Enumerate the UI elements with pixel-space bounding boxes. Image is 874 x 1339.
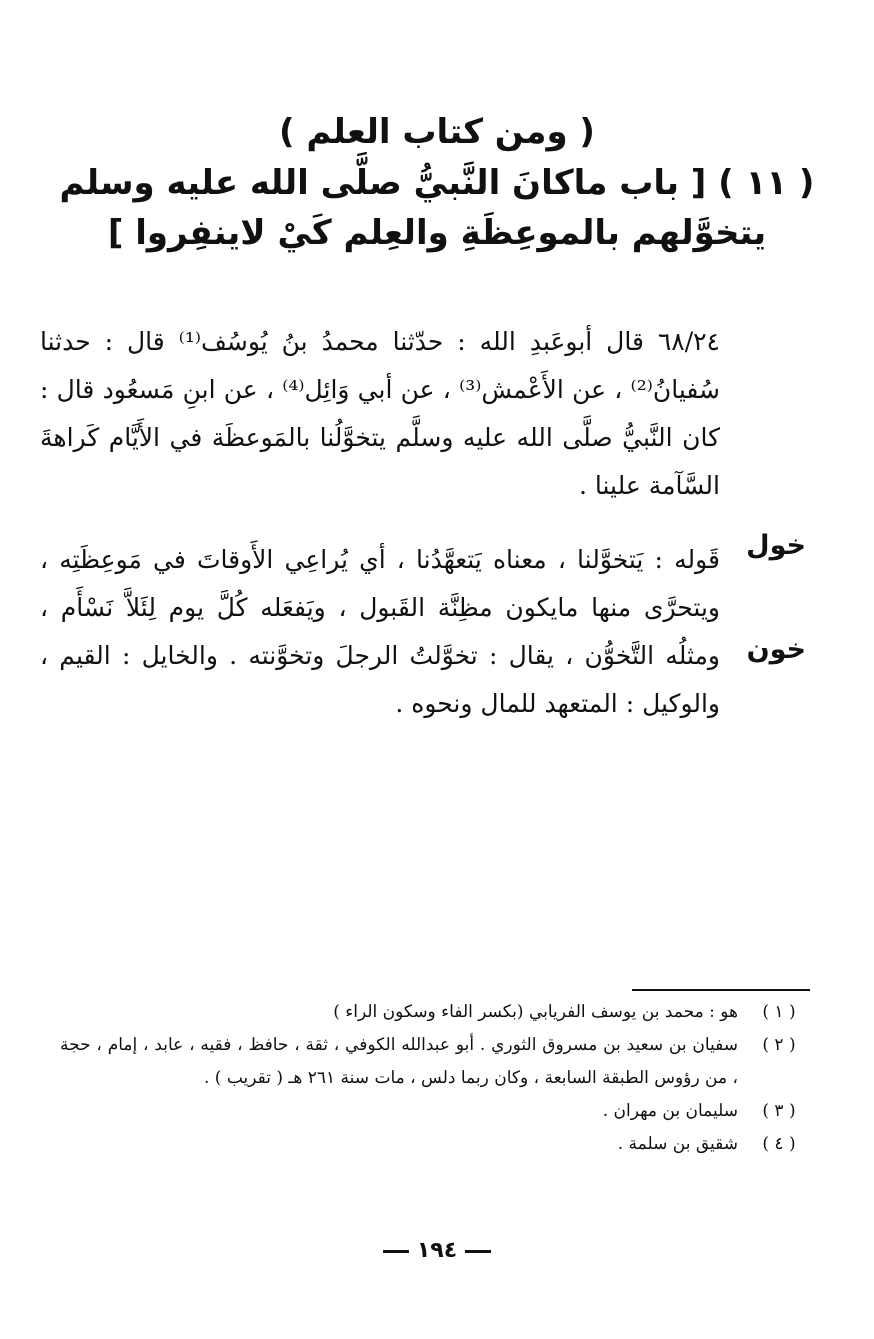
footnote-number: ( ١ ) xyxy=(762,1002,796,1022)
footnote xyxy=(60,1029,810,1095)
hadith-text: ٦٨/٢٤ قال أبوعَبدِ الله : حدّثنا محمدُ بنُ يُوسُف⁽¹⁾ قال : حدثنا سُفيانُ⁽²⁾ ، عن الأَعْمش⁽³⁾ ، عن أبي وَائِل⁽⁴⁾ ، عن ابنِ مَسعُود قال : كان النَّبيُّ صلَّى الله عليه وسلَّم يتخوَّلُنا بالمَوعظَة في الأَيَّام كَراهةَ السَّآمة علينا . xyxy=(40,327,720,500)
section-heading: ( ومن كتاب العلم ) xyxy=(279,112,595,152)
footnote xyxy=(60,1128,810,1161)
commentary-text: قَوله : يَتخوَّلنا ، معناه يَتعهَّدُنا ، أي يُراعِي الأَوقاتَ في مَوعِظَتِه ، ويتحرَّى منها مايكون مظِنَّة القَبول ، ويَفعَله كُلَّ يوم لِئَلاَّ نَسْأَم ، ومثلُه التَّخوُّن ، يقال : تخوَّلتُ الرجلَ وتخوَّنته . والخايل : القيم ، والوكيل : المتعهد للمال ونحوه . xyxy=(40,545,720,718)
footnote-number: ( ٣ ) xyxy=(762,1101,796,1121)
footnote xyxy=(60,1095,810,1128)
chapter-heading xyxy=(30,158,844,258)
page-number-dash xyxy=(383,1250,409,1253)
footnote-text: سفيان بن سعيد بن مسروق الثوري . أبو عبدالله الكوفي ، ثقة ، حافظ ، فقيه ، عابد ، إمام ، حجة ، من رؤوس الطبقة السابعة ، وكان ربما دلس ، مات سنة ٢٦١ هـ ( تقريب ) . xyxy=(60,1035,738,1088)
page-number-value: ١٩٤ xyxy=(416,1238,458,1263)
footnote-text: هو : محمد بن يوسف الفريابي (بكسر الفاء وسكون الراء ) xyxy=(333,1002,738,1022)
footnote xyxy=(60,996,810,1029)
margin-keyword-khwn: خون xyxy=(746,634,806,665)
commentary-paragraph xyxy=(40,536,720,728)
footnote-text: سليمان بن مهران . xyxy=(602,1101,738,1121)
chapter-heading-line-1: ( ١١ ) [ باب ماكانَ النَّبيُّ صلَّى الله عليه وسلم xyxy=(59,163,815,203)
footnote-text: شقيق بن سلمة . xyxy=(617,1134,738,1154)
footnote-number: ( ٢ ) xyxy=(762,1035,796,1055)
footnote-number: ( ٤ ) xyxy=(762,1134,796,1154)
footnote-separator xyxy=(632,989,810,991)
page-number xyxy=(0,1238,874,1263)
footnotes xyxy=(60,996,810,1161)
page-number-dash xyxy=(465,1250,491,1253)
chapter-heading-line-2: يتخوَّلهم بالموعِظَةِ والعِلم كَيْ لاينفِروا ] xyxy=(107,213,767,253)
hadith-paragraph xyxy=(40,318,720,510)
margin-keyword-khwl: خول xyxy=(746,530,806,561)
